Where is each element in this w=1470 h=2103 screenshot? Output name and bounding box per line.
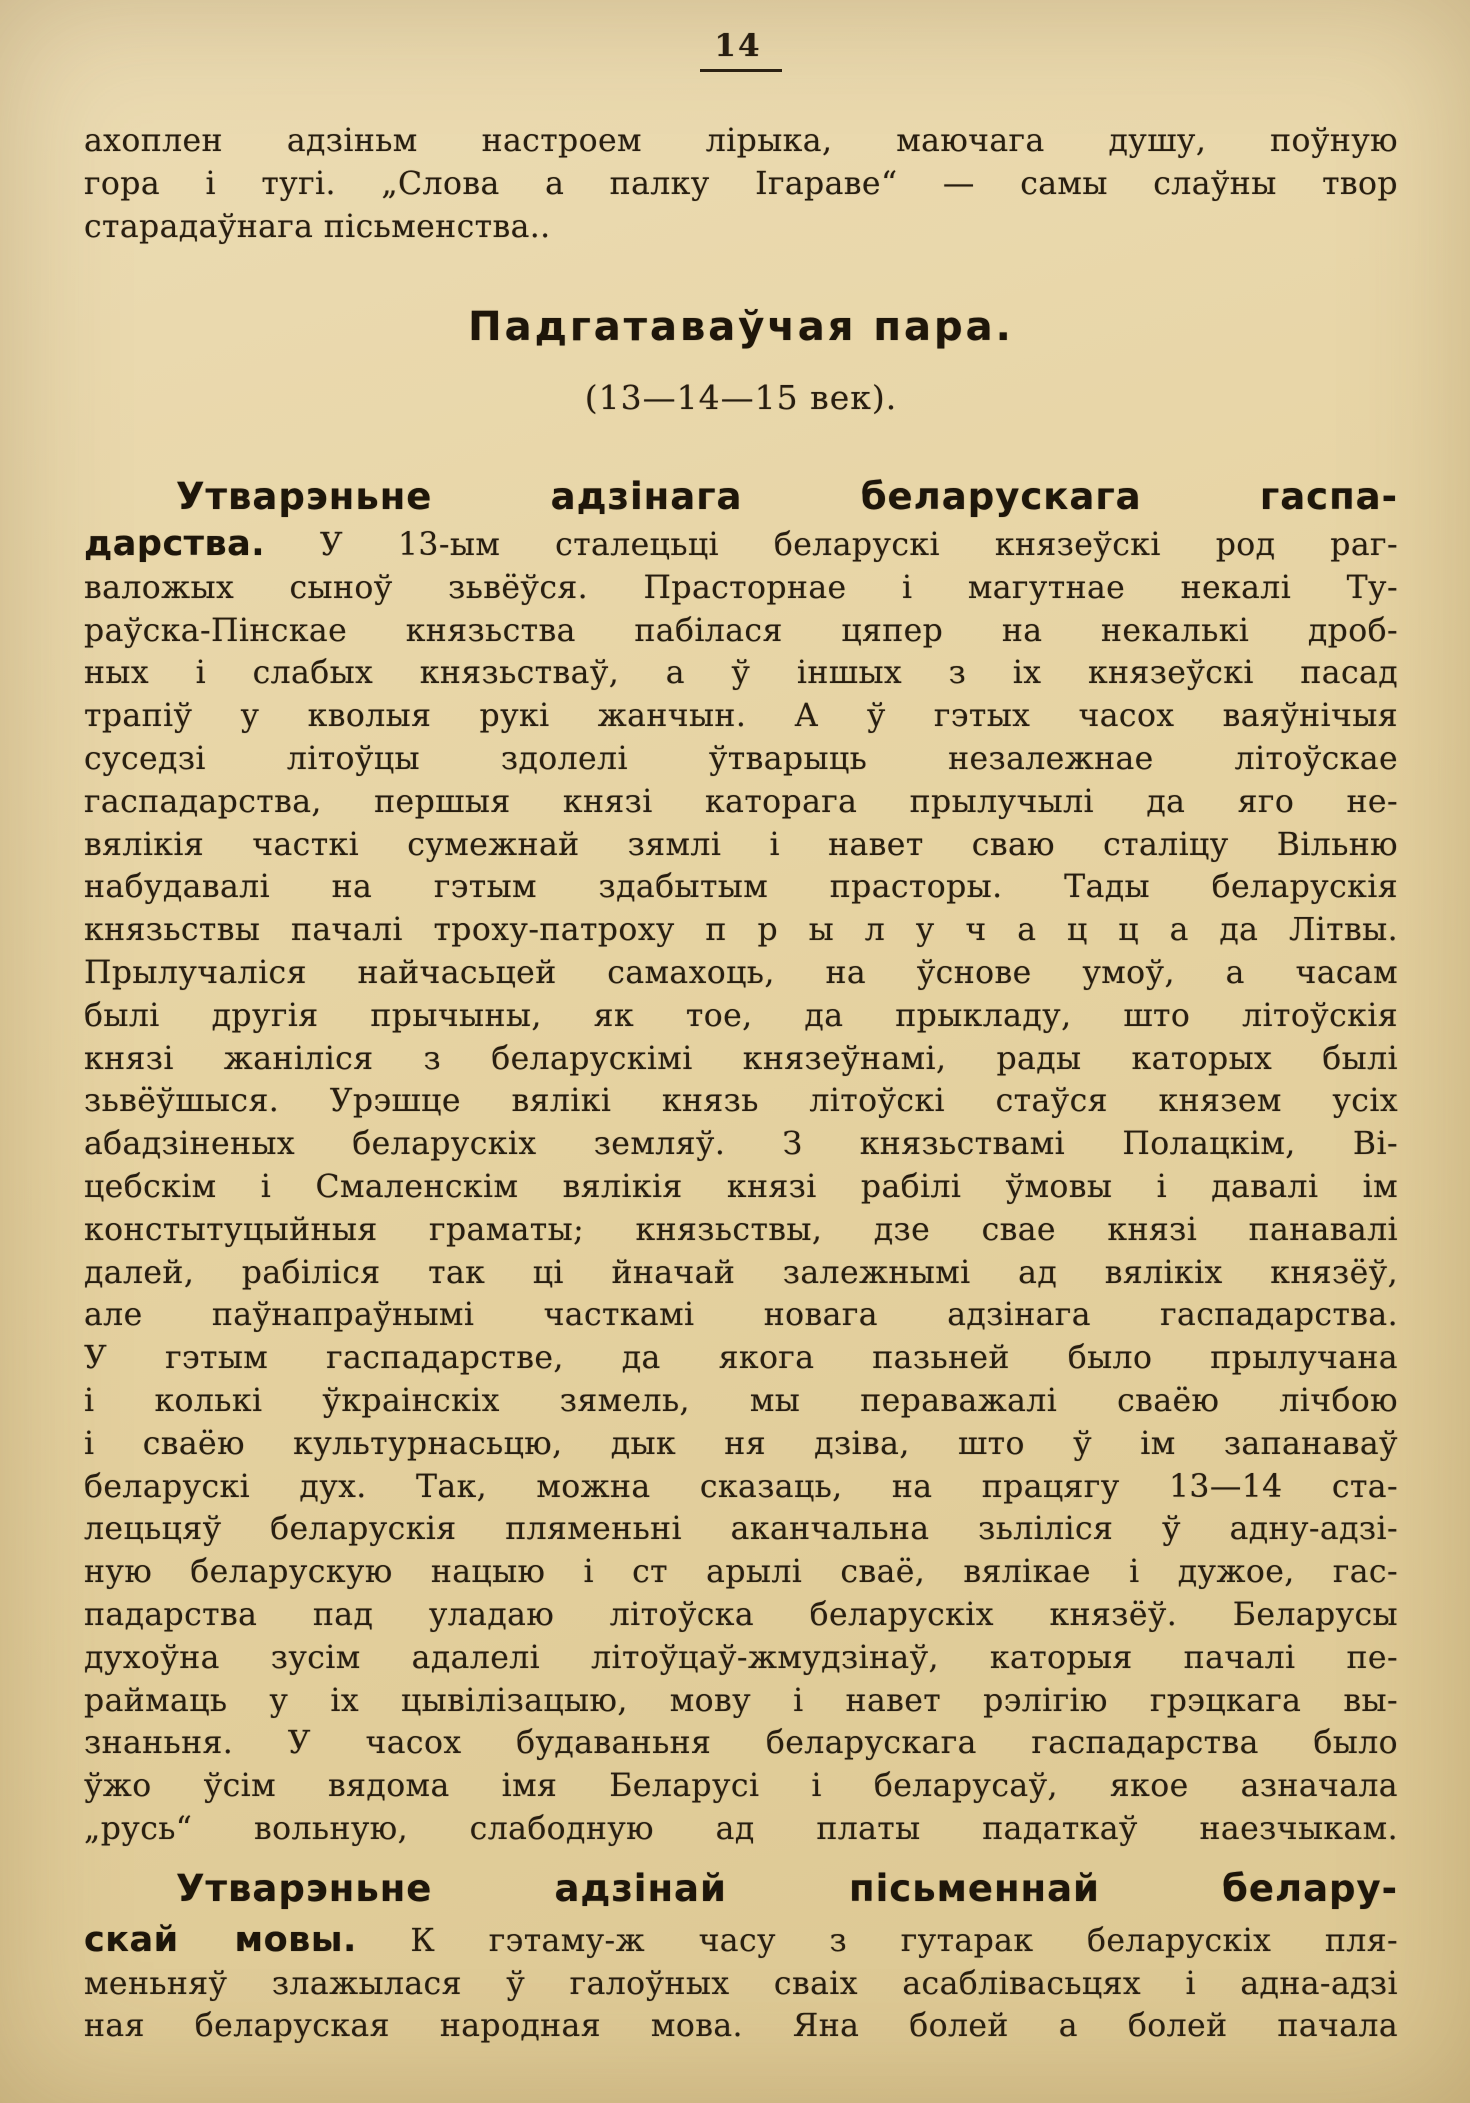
line-text: старадаўнага пісьменства.. [84,209,551,245]
runin-bold-text: скай мовы. [84,1919,357,1960]
text-line [84,1337,1398,1380]
line-text: абадзіненых беларускіх земляў. З князьствамі Полацкім, Ві- [84,1126,1398,1163]
line-text: Прылучаліся найчасьцей самахоць, на ўснове умоў, а часам [84,954,1398,991]
line-text: знаньня. У часох будаваньня беларускага гаспадарства было [84,1725,1398,1762]
line-text: „русь“ вольную, слабодную ад платы падаткаў наезчыкам. [84,1810,1398,1847]
text-line [84,1919,1398,1963]
text-line [84,567,1398,610]
chapter-subtitle: (13—14—15 век). [584,378,898,417]
line-text: вялікія часткі сумежнай зямлі і навет сваю сталіцу Вільню [84,826,1398,863]
text-line [84,1294,1398,1337]
text-line [84,1209,1398,1252]
text-line [84,1808,1398,1851]
text-line [84,1166,1398,1209]
line-text: У 13-ым сталецьці беларускі князеўскі род раг- [265,527,1398,563]
line-text: і сваёю культурнасьцю, дык ня дзіва, што ў ім запанаваў [84,1425,1398,1462]
text-line [84,610,1398,653]
text-line [84,1637,1398,1680]
runin-bold-text: дарства. [84,524,266,564]
line-text: і колькі ўкраінскіх зямель, мы пераважалі сваёю лічбою [84,1382,1398,1419]
text-line [84,1765,1398,1808]
line-text: падарства пад уладаю літоўска беларускіх князёў. Беларусы [84,1596,1398,1633]
text-line [84,738,1398,781]
text-line [84,1466,1398,1509]
text-line [84,206,1398,249]
text-line [84,909,1398,952]
line-text: лецьцяў беларускія пляменьні аканчальна зьліліся ў адну-адзі- [84,1511,1398,1548]
text-line [84,1080,1398,1123]
line-text: духоўна зусім адалелі літоўцаў-жмудзінаў, каторыя пачалі пе- [84,1639,1398,1676]
line-text: беларускі дух. Так, можна сказаць, на працягу 13—14 ста- [84,1468,1398,1505]
line-text: К гэтаму-ж часу з гутарак беларускіх пля- [356,1922,1399,1959]
text-line [84,1038,1398,1081]
line-text: констытуцыйныя граматы; князьствы, дзе свае князі панавалі [84,1211,1398,1248]
text-line [84,1551,1398,1594]
line-text: набудавалі на гэтым здабытым прасторы. Тады беларускія [84,869,1398,906]
text-line [84,652,1398,695]
section2-heading: Утварэньне адзінай пісьменнай белару- [176,1866,1398,1910]
text-line [84,781,1398,824]
line-text: далей, рабіліся так ці йначай залежнымі ад вялікіх князёў, [84,1254,1398,1291]
line-text: былі другія прычыны, як тое, да прыкладу, што літоўскія [84,997,1398,1034]
text-line [84,163,1398,206]
line-text: трапіў у кволыя рукі жанчын. А ў гэтых часох ваяўнічыя [84,698,1398,735]
text-line [84,1722,1398,1765]
text-line [84,1123,1398,1166]
text-line [84,995,1398,1038]
line-text: ўжо ўсім вядома імя Беларусі і беларусаў, якое азначала [84,1768,1398,1805]
text-line [84,695,1398,738]
text-line [84,1963,1398,2006]
section1-body [84,523,1398,1851]
line-text: гора і тугі. „Слова а палку Ігараве“ — самы слаўны твор [84,166,1398,202]
line-text: раймаць у іх цывілізацыю, мову і навет рэлігію грэцкага вы- [84,1682,1398,1719]
text-line [84,523,1398,567]
text-line [84,1594,1398,1637]
text-line [84,866,1398,909]
line-text: валожых сыноў зьвёўся. Прасторнае і магутнае некалі Ту- [84,569,1398,606]
text-line [84,120,1398,163]
chapter-title: Падгатаваўчая пара. [468,304,1014,350]
line-text: ная беларуская народная мова. Яна болей а болей пачала [84,2008,1398,2045]
line-text: У гэтым гаспадарстве, да якога пазьней было прылучана [84,1340,1398,1377]
line-text: зьвёўшыся. Урэшце вялікі князь літоўскі стаўся князем усіх [84,1083,1398,1120]
line-text: суседзі літоўцы здолелі ўтварыць незалежнае літоўскае [84,740,1398,777]
page-number: 14 [700,26,781,72]
intro-paragraph [84,120,1398,249]
line-text: але паўнапраўнымі часткамі новага адзінага гаспадарства. [84,1297,1398,1334]
section2-body [84,1919,1398,2048]
line-text: гаспадарства, першыя князі каторага прылучылі да яго не- [84,783,1398,820]
line-text: раўска-Пінскае князьства пабілася цяпер на некалькі дроб- [84,612,1398,649]
line-text: меньняў злажылася ў галоўных сваіх асаблівасьцях і адна-адзі [84,1965,1398,2002]
text-line [84,1252,1398,1295]
line-text: ахоплен адзіньм настроем лірыка, маючага душу, поўную [84,123,1398,159]
line-text: князі жаніліся з беларускімі князеўнамі, рады каторых былі [84,1040,1398,1077]
text-line [84,1508,1398,1551]
line-text: ную беларускую нацыю і ст арылі сваё, вялікае і дужое, гас- [84,1554,1398,1591]
text-line [84,1680,1398,1723]
line-text: князьствы пачалі троху-патроху п р ы л у ч а ц ц а да Літвы. [84,912,1398,949]
text-line [84,952,1398,995]
page-header [84,26,1398,72]
line-text: ных і слабых князьстваў, а ў іншых з іх князеўскі пасад [84,655,1398,692]
line-text: цебскім і Смаленскім вялікія князі рабілі ўмовы і давалі ім [84,1168,1398,1205]
text-line [84,1423,1398,1466]
section1-heading: Утварэньне адзінага беларускага гаспа- [176,475,1398,518]
text-line [84,2005,1398,2048]
text-line [84,1380,1398,1423]
text-line [84,824,1398,867]
